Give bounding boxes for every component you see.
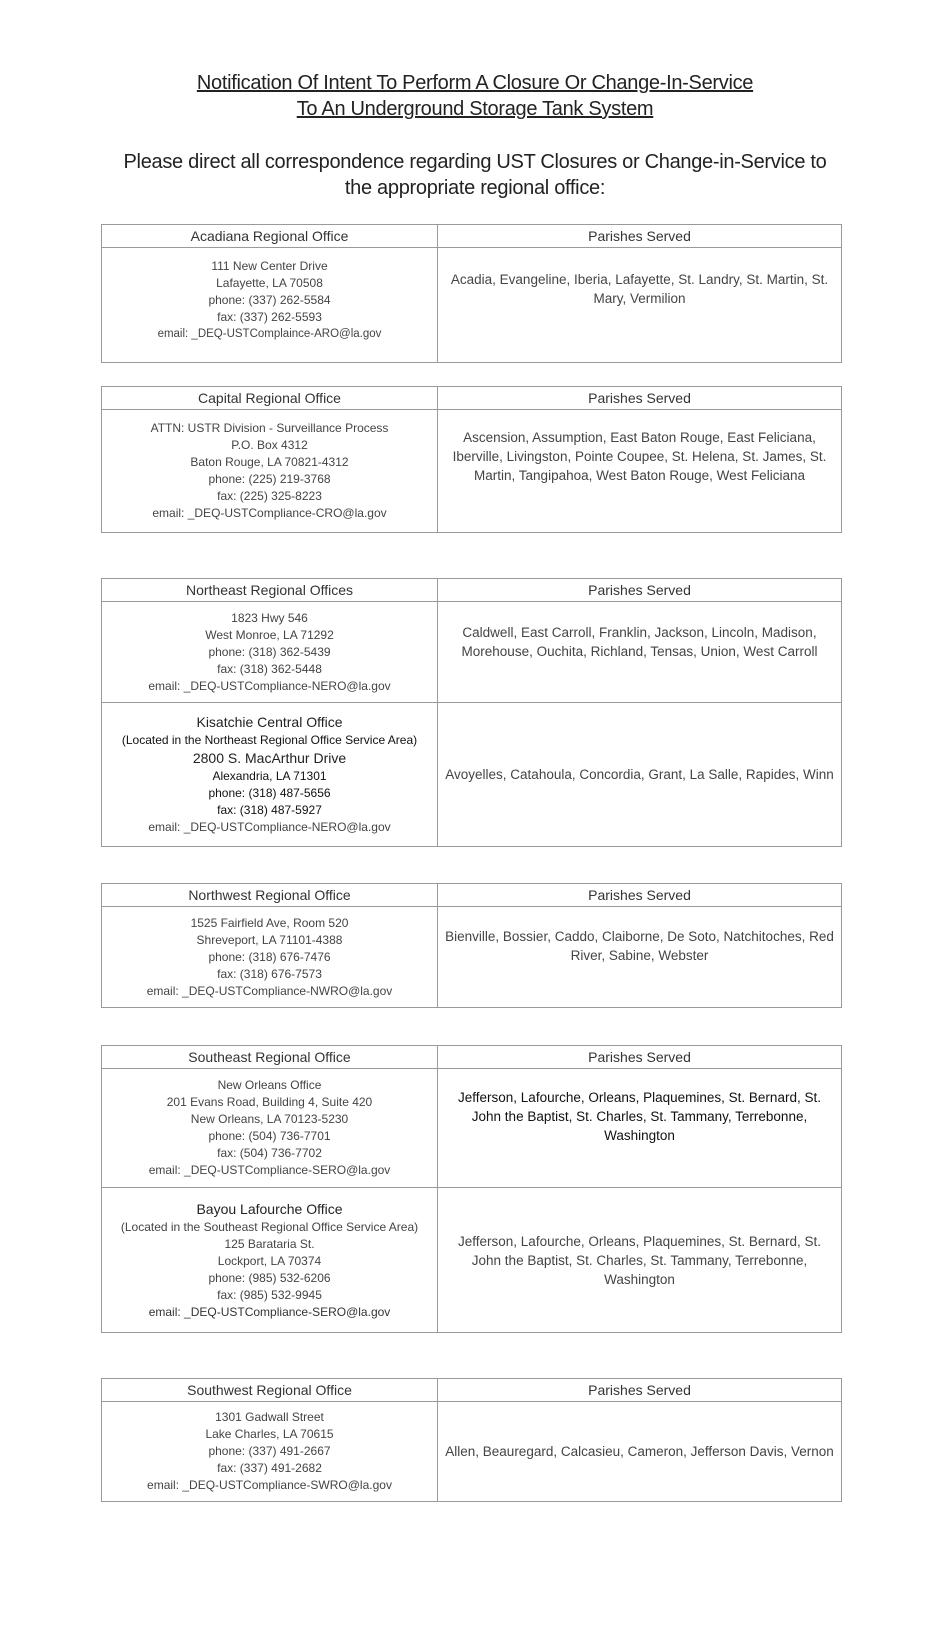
parishes-served: Caldwell, East Carroll, Franklin, Jackson, Lincoln, Madison, Morehouse, Ouchita, Richland, Tensas, Union, West Carroll xyxy=(438,602,842,703)
title-line-1: Notification Of Intent To Perform A Closure Or Change-In-Service xyxy=(196,72,754,94)
office-name: Northeast Regional Offices xyxy=(102,579,438,602)
address-line: 1525 Fairfield Ave, Room 520 xyxy=(190,915,349,930)
email-address: email: _DEQ-USTComplaince-ARO@la.gov xyxy=(157,328,382,340)
office-address xyxy=(102,1188,438,1333)
address-line: 1301 Gadwall Street xyxy=(215,1410,324,1424)
service-area-note: (Located in the Northeast Regional Office Service Area) xyxy=(121,733,418,747)
address-line: Baton Rouge, LA 70821-4312 xyxy=(190,455,349,469)
parishes-served: Avoyelles, Catahoula, Concordia, Grant, La Salle, Rapides, Winn xyxy=(438,703,842,847)
parishes-served: Jefferson, Lafourche, Orleans, Plaquemines, St. Bernard, St. John the Baptist, St. Charles, St. Tammany, Terrebonne, Washington xyxy=(438,1069,842,1188)
fax-number: fax: (504) 736-7702 xyxy=(217,1146,322,1160)
email-address: email: _DEQ-USTCompliance-SERO@la.gov xyxy=(148,1163,391,1177)
fax-number: fax: (985) 532-9945 xyxy=(217,1287,322,1302)
attention-line: ATTN: USTR Division - Surveillance Process xyxy=(150,421,389,435)
title-line-2: To An Underground Storage Tank System xyxy=(296,98,654,120)
subtitle-line-1: Please direct all correspondence regarding UST Closures or Change-in-Service to xyxy=(123,151,827,173)
office-name: Southeast Regional Office xyxy=(102,1046,438,1069)
page-title xyxy=(0,70,950,122)
parishes-header: Parishes Served xyxy=(438,387,842,410)
address-line: 2800 S. MacArthur Drive xyxy=(192,750,347,766)
southeast-office-table xyxy=(101,1045,842,1333)
fax-number: fax: (318) 676-7573 xyxy=(217,966,322,981)
fax-number: fax: (318) 487-5927 xyxy=(217,803,322,817)
office-address xyxy=(102,907,438,1008)
email-address: email: _DEQ-USTCompliance-NERO@la.gov xyxy=(148,678,391,693)
office-address xyxy=(102,703,438,847)
phone-number: phone: (318) 676-7476 xyxy=(208,949,331,964)
email-address: email: _DEQ-USTCompliance-CRO@la.gov xyxy=(152,506,387,520)
parishes-served: Jefferson, Lafourche, Orleans, Plaquemines, St. Bernard, St. John the Baptist, St. Charles, St. Tammany, Terrebonne, Washington xyxy=(438,1188,842,1333)
phone-number: phone: (504) 736-7701 xyxy=(208,1129,331,1143)
address-line: Lockport, LA 70374 xyxy=(217,1253,322,1268)
parishes-header: Parishes Served xyxy=(438,579,842,602)
page-subtitle xyxy=(0,149,950,201)
office-name: Capital Regional Office xyxy=(102,387,438,410)
phone-number: phone: (318) 487-5656 xyxy=(208,786,331,800)
address-line: Lafayette, LA 70508 xyxy=(216,276,323,290)
address-line: 111 New Center Drive xyxy=(211,259,328,273)
address-line: New Orleans Office xyxy=(217,1078,322,1092)
office-name: Acadiana Regional Office xyxy=(102,225,438,248)
office-address xyxy=(102,410,438,533)
parishes-header: Parishes Served xyxy=(438,1379,842,1402)
parishes-header: Parishes Served xyxy=(438,884,842,907)
parishes-served: Bienville, Bossier, Caddo, Claiborne, De Soto, Natchitoches, Red River, Sabine, Webster xyxy=(438,907,842,1008)
office-name: Southwest Regional Office xyxy=(102,1379,438,1402)
office-name: Bayou Lafourche Office xyxy=(196,1200,343,1217)
fax-number: fax: (225) 325-8223 xyxy=(217,489,322,503)
office-address xyxy=(102,1069,438,1188)
office-address xyxy=(102,248,438,363)
phone-number: phone: (337) 262-5584 xyxy=(208,293,331,307)
phone-number: phone: (337) 491-2667 xyxy=(208,1444,331,1458)
address-line: 125 Barataria St. xyxy=(224,1236,315,1251)
acadiana-office-table xyxy=(101,224,842,363)
address-line: Alexandria, LA 71301 xyxy=(212,769,327,783)
southwest-office-table xyxy=(101,1378,842,1502)
address-line: New Orleans, LA 70123-5230 xyxy=(190,1112,349,1126)
fax-number: fax: (337) 491-2682 xyxy=(217,1461,322,1475)
phone-number: phone: (985) 532-6206 xyxy=(208,1270,331,1285)
email-address: email: _DEQ-USTCompliance-NWRO@la.gov xyxy=(146,983,393,998)
northwest-office-table xyxy=(101,883,842,1008)
parishes-served: Acadia, Evangeline, Iberia, Lafayette, St. Landry, St. Martin, St. Mary, Vermilion xyxy=(438,248,842,363)
fax-number: fax: (337) 262-5593 xyxy=(217,310,322,324)
email-address: email: _DEQ-USTCompliance-SWRO@la.gov xyxy=(147,1478,392,1492)
office-name: Northwest Regional Office xyxy=(102,884,438,907)
parishes-served: Ascension, Assumption, East Baton Rouge, East Feliciana, Iberville, Livingston, Pointe Coupee, St. Helena, St. James, St. Martin, Tangipahoa, West Baton Rouge, West Feliciana xyxy=(438,410,842,533)
phone-number: phone: (318) 362-5439 xyxy=(208,644,331,659)
address-line: 1823 Hwy 546 xyxy=(231,610,308,625)
service-area-note: (Located in the Southeast Regional Office Service Area) xyxy=(120,1219,419,1234)
address-line: 201 Evans Road, Building 4, Suite 420 xyxy=(166,1095,373,1109)
parishes-served: Allen, Beauregard, Calcasieu, Cameron, Jefferson Davis, Vernon xyxy=(438,1402,842,1502)
address-line: Shreveport, LA 71101-4388 xyxy=(196,932,343,947)
parishes-header: Parishes Served xyxy=(438,225,842,248)
phone-number: phone: (225) 219-3768 xyxy=(208,472,331,486)
office-name: Kisatchie Central Office xyxy=(196,714,343,730)
email-address: email: _DEQ-USTCompliance-NERO@la.gov xyxy=(148,820,391,834)
parishes-header: Parishes Served xyxy=(438,1046,842,1069)
northeast-office-table xyxy=(101,578,842,847)
address-line: P.O. Box 4312 xyxy=(231,438,308,452)
office-address xyxy=(102,602,438,703)
address-line: West Monroe, LA 71292 xyxy=(205,627,334,642)
office-address xyxy=(102,1402,438,1502)
subtitle-line-2: the appropriate regional office: xyxy=(344,177,606,199)
address-line: Lake Charles, LA 70615 xyxy=(205,1427,334,1441)
capital-office-table xyxy=(101,386,842,533)
email-address: email: _DEQ-USTCompliance-SERO@la.gov xyxy=(148,1304,391,1319)
fax-number: fax: (318) 362-5448 xyxy=(217,661,322,676)
